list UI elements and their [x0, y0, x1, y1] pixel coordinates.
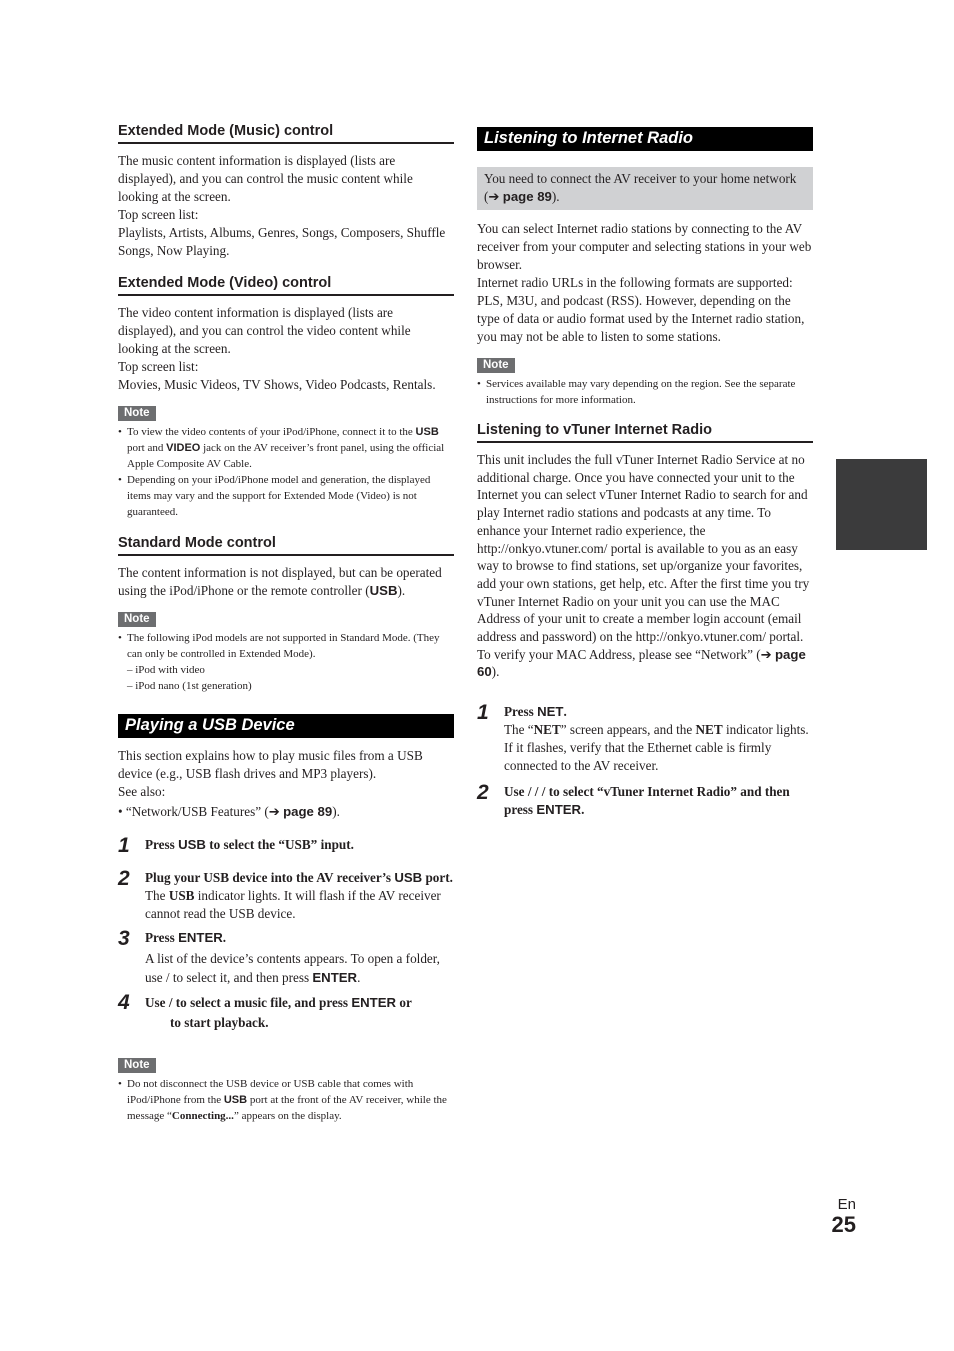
- vtuner-heading: Listening to vTuner Internet Radio: [477, 422, 813, 443]
- note-list: [118, 1076, 454, 1124]
- page-footer: [826, 1196, 856, 1237]
- net-step-1: 1 Press NET. The “NET” screen appears, and the NET indicator lights. If it flashes, verify that the Ethernet cable is firmly connected to the AV receiver.: [477, 701, 809, 774]
- note-item: • Depending on your iPod/iPhone model and generation, the displayed items may vary and the support for Extended Mode (Video) is not guaranteed.: [118, 472, 454, 520]
- note-item: • To view the video contents of your iPod/iPhone, connect it to the USB port and VIDEO jack on the AV receiver’s front panel, using the official Apple Composite AV Cable.: [118, 424, 454, 472]
- left-column: [118, 123, 454, 1124]
- note-subitem: – iPod with video: [127, 664, 205, 676]
- net-step-2: 2 Use / / / to select “vTuner Internet Radio” and then press ENTER.: [477, 781, 790, 818]
- network-requirement-box: You need to connect the AV receiver to your home network (➔ page 89).: [477, 167, 813, 210]
- music-top-items: Playlists, Artists, Albums, Genres, Songs, Composers, Shuffle Songs, Now Playing.: [118, 225, 446, 258]
- video-heading: Extended Mode (Video) control: [118, 275, 454, 296]
- step-2: 2 Plug your USB device into the AV receiver’s USB port. The USB indicator lights. It will flash if the AV receiver cannot read the USB device.: [118, 867, 453, 921]
- note-label: Note: [118, 612, 156, 627]
- note-list: [118, 630, 454, 662]
- note-item: • Services available may vary depending on the region. See the separate instructions for more information.: [477, 376, 813, 408]
- note-label: Note: [118, 406, 156, 421]
- note-list: [477, 376, 813, 408]
- arrow-icon: ➔: [760, 646, 772, 662]
- step-4: 4 Use / to select a music file, and press ENTER or to start playback.: [118, 991, 412, 1030]
- see-also: See also:: [118, 784, 166, 799]
- language-label: En: [837, 1196, 856, 1213]
- usb-reference: • “Network/USB Features” (➔ page 89).: [118, 804, 340, 819]
- music-heading: Extended Mode (Music) control: [118, 123, 454, 144]
- video-top-label: Top screen list:: [118, 359, 199, 374]
- step-3: 3 Press ENTER. A list of the device’s contents appears. To open a folder, use / to select it, and then press ENTER.: [118, 927, 440, 985]
- note-item: • Do not disconnect the USB device or USB cable that comes with iPod/iPhone from the USB port at the front of the AV receiver, while the message “Connecting...” appears on the display.: [118, 1076, 454, 1124]
- step-1: 1 Press USB to select the “USB” input.: [118, 834, 354, 857]
- note-list: [118, 424, 454, 520]
- note-subitem: – iPod nano (1st generation): [127, 680, 252, 692]
- page-number: 25: [831, 1212, 856, 1237]
- video-top-items: Movies, Music Videos, TV Shows, Video Podcasts, Rentals.: [118, 377, 436, 392]
- section-tab: [836, 459, 927, 550]
- internet-radio-para2: Internet radio URLs in the following formats are supported: PLS, M3U, and podcast (RSS). However, depending on the type of data or audio format used by the Internet radio station, you may not be able to listen to some stations.: [477, 275, 805, 344]
- vtuner-body: This unit includes the full vTuner Internet Radio Service at no additional charge. Once you have connected your unit to the Internet you can select vTuner Internet Radio to search for and play Internet radio stations and podcasts at any time. To enhance your Internet radio experience, the http://onkyo.vtuner.com/ portal is available to you as an easy way to browse to find stations, set up/organize your favorites, add your own stations, get help, etc. After the first time you try vTuner Internet Radio on your unit you can use the MAC Address of your unit to create a member login account (email address and password) on the http://onkyo.vtuner.com/ portal. To verify your MAC Address, please see “Network” (➔ page 60).: [477, 452, 810, 680]
- video-body: The video content information is displayed (lists are displayed), and you can control the video content while looking at the screen.: [118, 305, 411, 356]
- arrow-icon: ➔: [488, 189, 500, 204]
- note-label: Note: [477, 358, 515, 373]
- usb-section-title: Playing a USB Device: [118, 714, 454, 738]
- internet-radio-title: Listening to Internet Radio: [477, 127, 813, 151]
- note-item: • The following iPod models are not supported in Standard Mode. (They can only be controlled in Extended Mode).: [118, 630, 454, 662]
- internet-radio-para1: You can select Internet radio stations by connecting to the AV receiver from your computer and selecting stations in your web browser.: [477, 221, 812, 272]
- standard-heading: Standard Mode control: [118, 535, 454, 556]
- note-label: Note: [118, 1058, 156, 1073]
- music-top-label: Top screen list:: [118, 207, 199, 222]
- standard-body: The content information is not displayed, but can be operated using the iPod/iPhone or the remote controller (USB).: [118, 565, 442, 598]
- usb-intro: This section explains how to play music files from a USB device (e.g., USB flash drives and MP3 players).: [118, 748, 423, 781]
- right-column: [477, 127, 813, 819]
- music-body: The music content information is displayed (lists are displayed), and you can control the music content while looking at the screen.: [118, 153, 413, 204]
- arrow-icon: ➔: [268, 804, 280, 819]
